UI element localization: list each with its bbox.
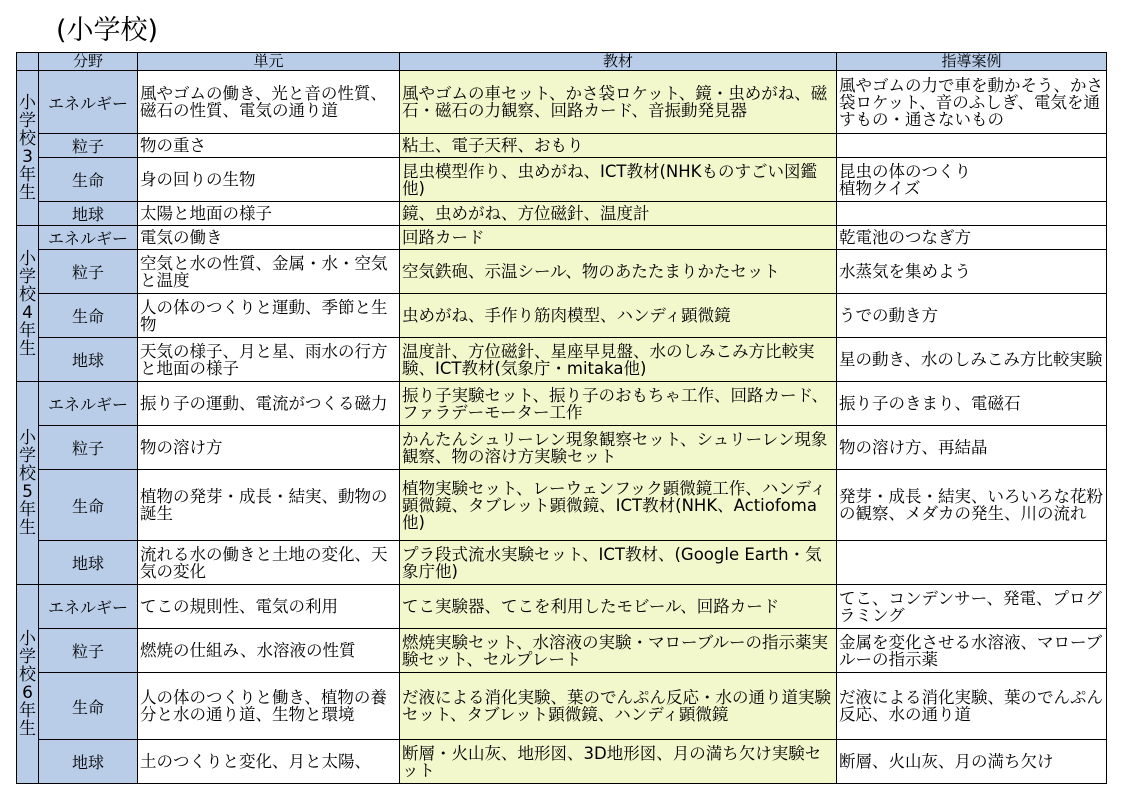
material-cell <box>400 740 837 784</box>
table-row <box>17 541 1107 585</box>
field-cell <box>39 629 138 673</box>
table-body <box>17 71 1107 784</box>
table-row <box>17 158 1107 202</box>
page-title: (小学校) <box>56 15 159 46</box>
unit-cell-text: 身の回りの生物 <box>140 170 256 189</box>
unit-cell <box>138 673 400 740</box>
field-cell-text: 粒子 <box>71 642 104 661</box>
field-cell <box>39 740 138 784</box>
header-field: 分野 <box>39 53 138 71</box>
unit-cell <box>138 740 400 784</box>
example-cell-text: 水蒸気を集めよう <box>839 262 971 281</box>
field-cell-text: エネルギー <box>47 229 128 248</box>
field-cell <box>39 226 138 250</box>
table-row <box>17 202 1107 226</box>
field-cell-text: エネルギー <box>47 598 128 617</box>
field-cell-text: 地球 <box>71 205 104 224</box>
material-cell <box>400 294 837 338</box>
unit-cell <box>138 629 400 673</box>
example-cell-text: 金属を変化させる水溶液、マローブルーの指示薬 <box>839 632 1103 669</box>
unit-cell-text: てこの規則性、電気の利用 <box>140 597 338 616</box>
example-cell-text: 乾電池のつなぎ方 <box>839 228 971 247</box>
field-cell-text: エネルギー <box>47 395 128 414</box>
material-cell <box>400 585 837 629</box>
example-cell <box>837 382 1107 426</box>
field-cell <box>39 202 138 226</box>
field-cell-text: 生命 <box>71 171 104 190</box>
field-cell-text: 生命 <box>71 496 104 516</box>
unit-cell-text: 電気の働き <box>140 228 223 247</box>
unit-cell <box>138 541 400 585</box>
unit-cell-text: 土のつくりと変化、月と太陽、 <box>140 752 371 771</box>
example-cell <box>837 202 1107 226</box>
unit-cell <box>138 585 400 629</box>
example-cell-text: てこ、コンデンサー、発電、プログラミング <box>839 588 1103 625</box>
table-row <box>17 629 1107 673</box>
table-row <box>17 134 1107 158</box>
unit-cell <box>138 71 400 134</box>
unit-cell <box>138 382 400 426</box>
unit-cell <box>138 134 400 158</box>
material-cell <box>400 202 837 226</box>
example-cell <box>837 294 1107 338</box>
field-cell <box>39 426 138 470</box>
material-cell-text: 虫めがね、手作り筋肉模型、ハンディ顕微鏡 <box>402 306 731 325</box>
unit-cell-text: 太陽と地面の様子 <box>140 204 272 223</box>
unit-cell-text: 人の体のつくりと働き、植物の養分と水の通り道、生物と環境 <box>140 688 387 724</box>
header-material: 教材 <box>400 53 837 71</box>
grade-label: 小 学 校 6 年 生 <box>17 585 39 784</box>
header-unit: 単元 <box>138 53 400 71</box>
example-cell <box>837 629 1107 673</box>
material-cell-text: プラ段式流水実験セット、ICT教材、(Google Earth・気象庁他) <box>402 544 822 581</box>
field-cell <box>39 382 138 426</box>
unit-cell <box>138 294 400 338</box>
material-cell-text: 風やゴムの車セット、かさ袋ロケット、鏡・虫めがね、磁石・磁石の力観察、回路カード、音振動発見器 <box>402 84 828 120</box>
material-cell <box>400 629 837 673</box>
material-cell-text: 鏡、虫めがね、方位磁針、温度計 <box>402 204 650 223</box>
example-cell-text: 振り子のきまり、電磁石 <box>839 394 1021 413</box>
material-cell <box>400 382 837 426</box>
material-cell <box>400 673 837 740</box>
example-cell-text: 星の動き、水のしみこみ方比較実験 <box>839 350 1103 369</box>
unit-cell <box>138 158 400 202</box>
header-example: 指導案例 <box>837 53 1107 71</box>
example-cell <box>837 226 1107 250</box>
example-cell <box>837 158 1107 202</box>
example-cell <box>837 426 1107 470</box>
table-row <box>17 71 1107 134</box>
grade-label: 小 学 校 3 年 生 <box>17 71 39 226</box>
table-row <box>17 470 1107 541</box>
grade-label: 小 学 校 4 年 生 <box>17 226 39 382</box>
material-cell <box>400 134 837 158</box>
material-cell-text: 粘土、電子天秤、おもり <box>402 136 584 155</box>
field-cell-text: 地球 <box>71 554 104 573</box>
curriculum-table <box>16 52 1107 784</box>
header-row <box>17 53 1107 71</box>
unit-cell <box>138 470 400 541</box>
field-cell <box>39 585 138 629</box>
example-cell-text: 物の溶け方、再結晶 <box>839 438 988 457</box>
material-cell <box>400 338 837 382</box>
material-cell-text: 断層・火山灰、地形図、3D地形図、月の満ち欠け実験セット <box>402 743 822 780</box>
example-cell <box>837 71 1107 134</box>
material-cell <box>400 541 837 585</box>
table-row <box>17 250 1107 294</box>
unit-cell-text: 風やゴムの働き、光と音の性質、磁石の性質、電気の通り道 <box>140 84 387 120</box>
grade-label: 小 学 校 5 年 生 <box>17 382 39 585</box>
material-cell-text: 温度計、方位磁針、星座早見盤、水のしみこみ方比較実験、ICT教材(気象庁・mitaka他) <box>402 341 815 378</box>
example-cell-text: 昆虫の体のつくり 植物クイズ <box>839 161 971 198</box>
field-cell-text: 粒子 <box>71 439 104 458</box>
material-cell <box>400 426 837 470</box>
unit-cell-text: 天気の様子、月と星、雨水の行方と地面の様子 <box>140 341 388 378</box>
example-cell <box>837 338 1107 382</box>
header-grade <box>17 53 39 71</box>
unit-cell <box>138 250 400 294</box>
material-cell <box>400 158 837 202</box>
unit-cell-text: 物の溶け方 <box>140 438 223 457</box>
example-cell <box>837 470 1107 541</box>
example-cell <box>837 740 1107 784</box>
example-cell <box>837 541 1107 585</box>
material-cell-text: 空気鉄砲、示温シール、物のあたたまりかたセット <box>402 262 780 281</box>
field-cell <box>39 250 138 294</box>
unit-cell-text: 振り子の運動、電流がつくる磁力 <box>140 394 388 413</box>
material-cell-text: 昆虫模型作り、虫めがね、ICT教材(NHKものすごい図鑑他) <box>402 161 817 198</box>
table-row <box>17 585 1107 629</box>
example-cell <box>837 250 1107 294</box>
field-cell <box>39 134 138 158</box>
example-cell <box>837 585 1107 629</box>
table-row <box>17 294 1107 338</box>
field-cell-text: エネルギー <box>47 93 128 113</box>
field-cell-text: 粒子 <box>71 137 104 156</box>
example-cell-text: 風やゴムの力で車を動かそう、かさ袋ロケット、音のふしぎ、電気を通すもの・通さないもの <box>839 75 1103 129</box>
field-cell <box>39 158 138 202</box>
field-cell-text: 生命 <box>71 697 104 717</box>
unit-cell <box>138 338 400 382</box>
table-row <box>17 426 1107 470</box>
material-cell-text: かんたんシュリーレン現象観察セット、シュリーレン現象観察、物の溶け方実験セット <box>402 429 828 466</box>
material-cell-text: だ液による消化実験、葉のでんぷん反応・水の通り道実験セット、タブレット顕微鏡、ハンディ顕微鏡 <box>402 688 831 724</box>
unit-cell-text: 空気と水の性質、金属・水・空気と温度 <box>140 253 388 290</box>
material-cell <box>400 250 837 294</box>
unit-cell <box>138 426 400 470</box>
unit-cell <box>138 226 400 250</box>
field-cell-text: 生命 <box>71 307 104 326</box>
table-row <box>17 382 1107 426</box>
unit-cell-text: 物の重さ <box>140 136 206 155</box>
material-cell <box>400 470 837 541</box>
unit-cell-text: 燃焼の仕組み、水溶液の性質 <box>140 641 356 660</box>
example-cell-text: だ液による消化実験、葉のでんぷん反応、水の通り道 <box>839 688 1103 724</box>
material-cell-text: 燃焼実験セット、水溶液の実験・マローブルーの指示薬実験セット、セルプレート <box>402 632 829 669</box>
field-cell <box>39 673 138 740</box>
field-cell-text: 粒子 <box>71 263 104 282</box>
material-cell-text: 植物実験セット、レーウェンフック顕微鏡工作、ハンディ顕微鏡、タブレット顕微鏡、ICT教材(NHK、Actiofoma他) <box>402 478 827 532</box>
example-cell-text: 断層、火山灰、月の満ち欠け <box>839 752 1054 771</box>
table-row <box>17 740 1107 784</box>
unit-cell-text: 人の体のつくりと運動、季節と生物 <box>140 297 388 334</box>
field-cell <box>39 71 138 134</box>
example-cell-text: 発芽・成長・結実、いろいろな花粉の観察、メダカの発生、川の流れ <box>839 487 1103 523</box>
table-row <box>17 338 1107 382</box>
material-cell <box>400 71 837 134</box>
field-cell <box>39 470 138 541</box>
field-cell <box>39 294 138 338</box>
example-cell-text: うでの動き方 <box>839 306 938 325</box>
material-cell-text: 回路カード <box>402 228 485 247</box>
field-cell <box>39 338 138 382</box>
field-cell <box>39 541 138 585</box>
unit-cell-text: 植物の発芽・成長・結実、動物の誕生 <box>140 487 388 523</box>
example-cell <box>837 134 1107 158</box>
field-cell-text: 地球 <box>71 753 104 772</box>
unit-cell-text: 流れる水の働きと土地の変化、天気の変化 <box>140 544 388 581</box>
table-row <box>17 673 1107 740</box>
field-cell-text: 地球 <box>71 351 104 370</box>
table-row <box>17 226 1107 250</box>
material-cell-text: てこ実験器、てこを利用したモビール、回路カード <box>402 597 780 616</box>
material-cell <box>400 226 837 250</box>
example-cell <box>837 673 1107 740</box>
material-cell-text: 振り子実験セット、振り子のおもちゃ工作、回路カード、ファラデーモーター工作 <box>402 385 829 422</box>
unit-cell <box>138 202 400 226</box>
